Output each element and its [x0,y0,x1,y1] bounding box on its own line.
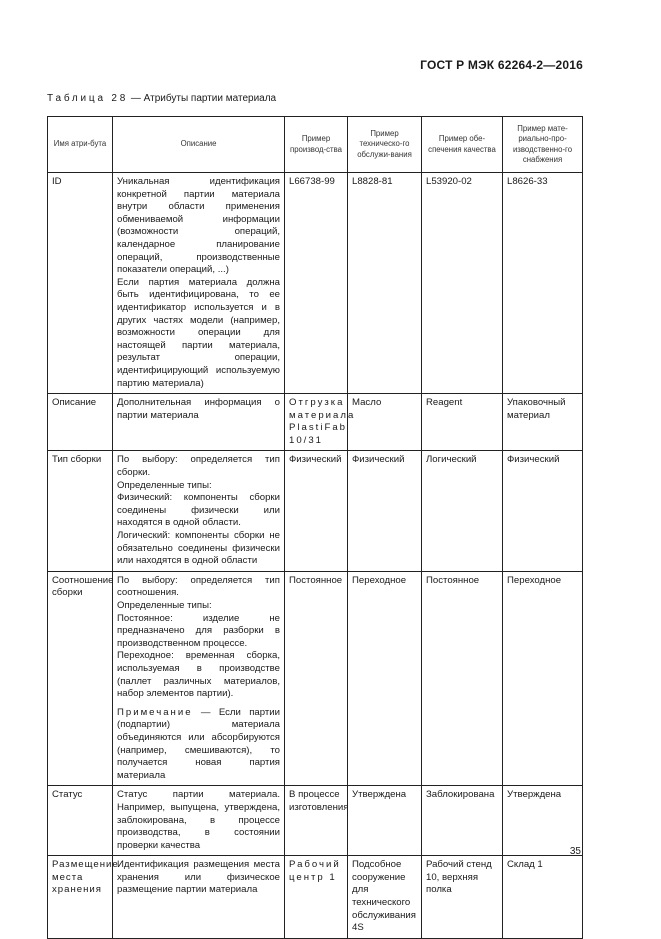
note-text: — Если партии (подпартии) материала объединяются или абсорбируются (например, смешиваются), то получается новая партия материала [117,706,280,781]
quality-example: L53920-02 [422,173,503,394]
table-row [48,451,583,571]
attr-name: ID [48,173,113,394]
inventory-example: Утверждена [503,786,583,856]
table-row [48,571,583,786]
attr-description [113,394,285,451]
maintenance-example: L8828-81 [348,173,422,394]
attr-description [113,571,285,786]
production-example: Постоянное [285,571,348,786]
note-label: Примечание [117,706,193,718]
desc-paragraph: Постоянное: изделие не предназначено для разборки в производственном процессе. [117,612,280,649]
maintenance-example: Физический [348,451,422,571]
quality-example: Заблокирована [422,786,503,856]
attr-description [113,173,285,394]
col-header-inventory: Пример мате-риально-про-изводственно-го снабжения [503,117,583,173]
table-title: — Атрибуты партии материала [128,93,277,104]
inventory-example: Переходное [503,571,583,786]
col-header-name: Имя атри-бута [48,117,113,173]
table-row [48,173,583,394]
col-header-quality: Пример обе-спечения качества [422,117,503,173]
document-header: ГОСТ Р МЭК 62264-2—2016 [420,58,583,72]
col-header-description: Описание [113,117,285,173]
attr-name: Описание [48,394,113,451]
production-example: Рабочий центр 1 [285,856,348,939]
table-row [48,394,583,451]
inventory-example: Физический [503,451,583,571]
desc-paragraph: Если партия материала должна быть идентифицирована, то ее идентификатор используется и в других частях модели (например, возможности операции для настоящей партии материала, результат операции, идентифицирующий используемую партию материала) [117,276,280,389]
desc-paragraph: Логический: компоненты сборки не обязательно соединены физически или находятся в одной области [117,530,280,567]
maintenance-example: Утверждена [348,786,422,856]
table-row [48,786,583,856]
maintenance-example: Подсобное сооружение для технического обслуживания 4S [348,856,422,939]
attr-description [113,451,285,571]
production-example: В процессе изготовления [285,786,348,856]
production-example: Физический [285,451,348,571]
maintenance-example: Масло [348,394,422,451]
table-caption [47,93,276,104]
attr-name: Размещение места хранения [48,856,113,939]
production-example: Отгрузка материала PlastiFab 10/31 [285,394,348,451]
attr-name: Статус [48,786,113,856]
production-example: L66738-99 [285,173,348,394]
quality-example: Рабочий стенд 10, верхняя полка [422,856,503,939]
desc-paragraph: Дополнительная информация о партии материала [117,397,280,421]
inventory-example: Упаковочный материал [503,394,583,451]
desc-paragraph: По выбору: определяется тип соотношения. [117,574,280,599]
quality-example: Логический [422,451,503,571]
page-number: 35 [569,846,581,857]
desc-paragraph: Статус партии материала. Например, выпущена, утверждена, заблокирована, в процессе производства, в состоянии проверки качества [117,789,280,851]
attr-name: Соотношение сборки [48,571,113,786]
maintenance-example: Переходное [348,571,422,786]
quality-example: Reagent [422,394,503,451]
desc-paragraph: Определенные типы: [117,600,212,611]
desc-paragraph: Физический: компоненты сборки соединены физически или находятся в одной области. [117,492,280,529]
desc-paragraph: По выбору: определяется тип сборки. [117,454,280,479]
inventory-example: Склад 1 [503,856,583,939]
attr-name: Тип сборки [48,451,113,571]
table-row [48,856,583,939]
desc-paragraph: Уникальная идентификация конкретной партии материала внутри области применения обмениваемой информации (возможности операций, календарное планирование операций, производственные показатели операций, ...) [117,176,280,276]
note [117,707,280,783]
desc-paragraph: Определенные типы: [117,479,212,491]
material-lot-attributes-table [47,116,583,939]
col-header-maintenance: Пример техническо-го обслужи-вания [348,117,422,173]
attr-description [113,856,285,939]
attr-description [113,786,285,856]
col-header-production: Пример производ-ства [285,117,348,173]
table-number: Таблица 28 [47,93,129,104]
desc-paragraph: Идентификация размещения места хранения или физическое размещение партии материала [117,859,280,896]
desc-paragraph: Переходное: временная сборка, используемая в производстве (паллет различных материалов, набор элементов партии). [117,650,280,700]
inventory-example: L8626-33 [503,173,583,394]
quality-example: Постоянное [422,571,503,786]
